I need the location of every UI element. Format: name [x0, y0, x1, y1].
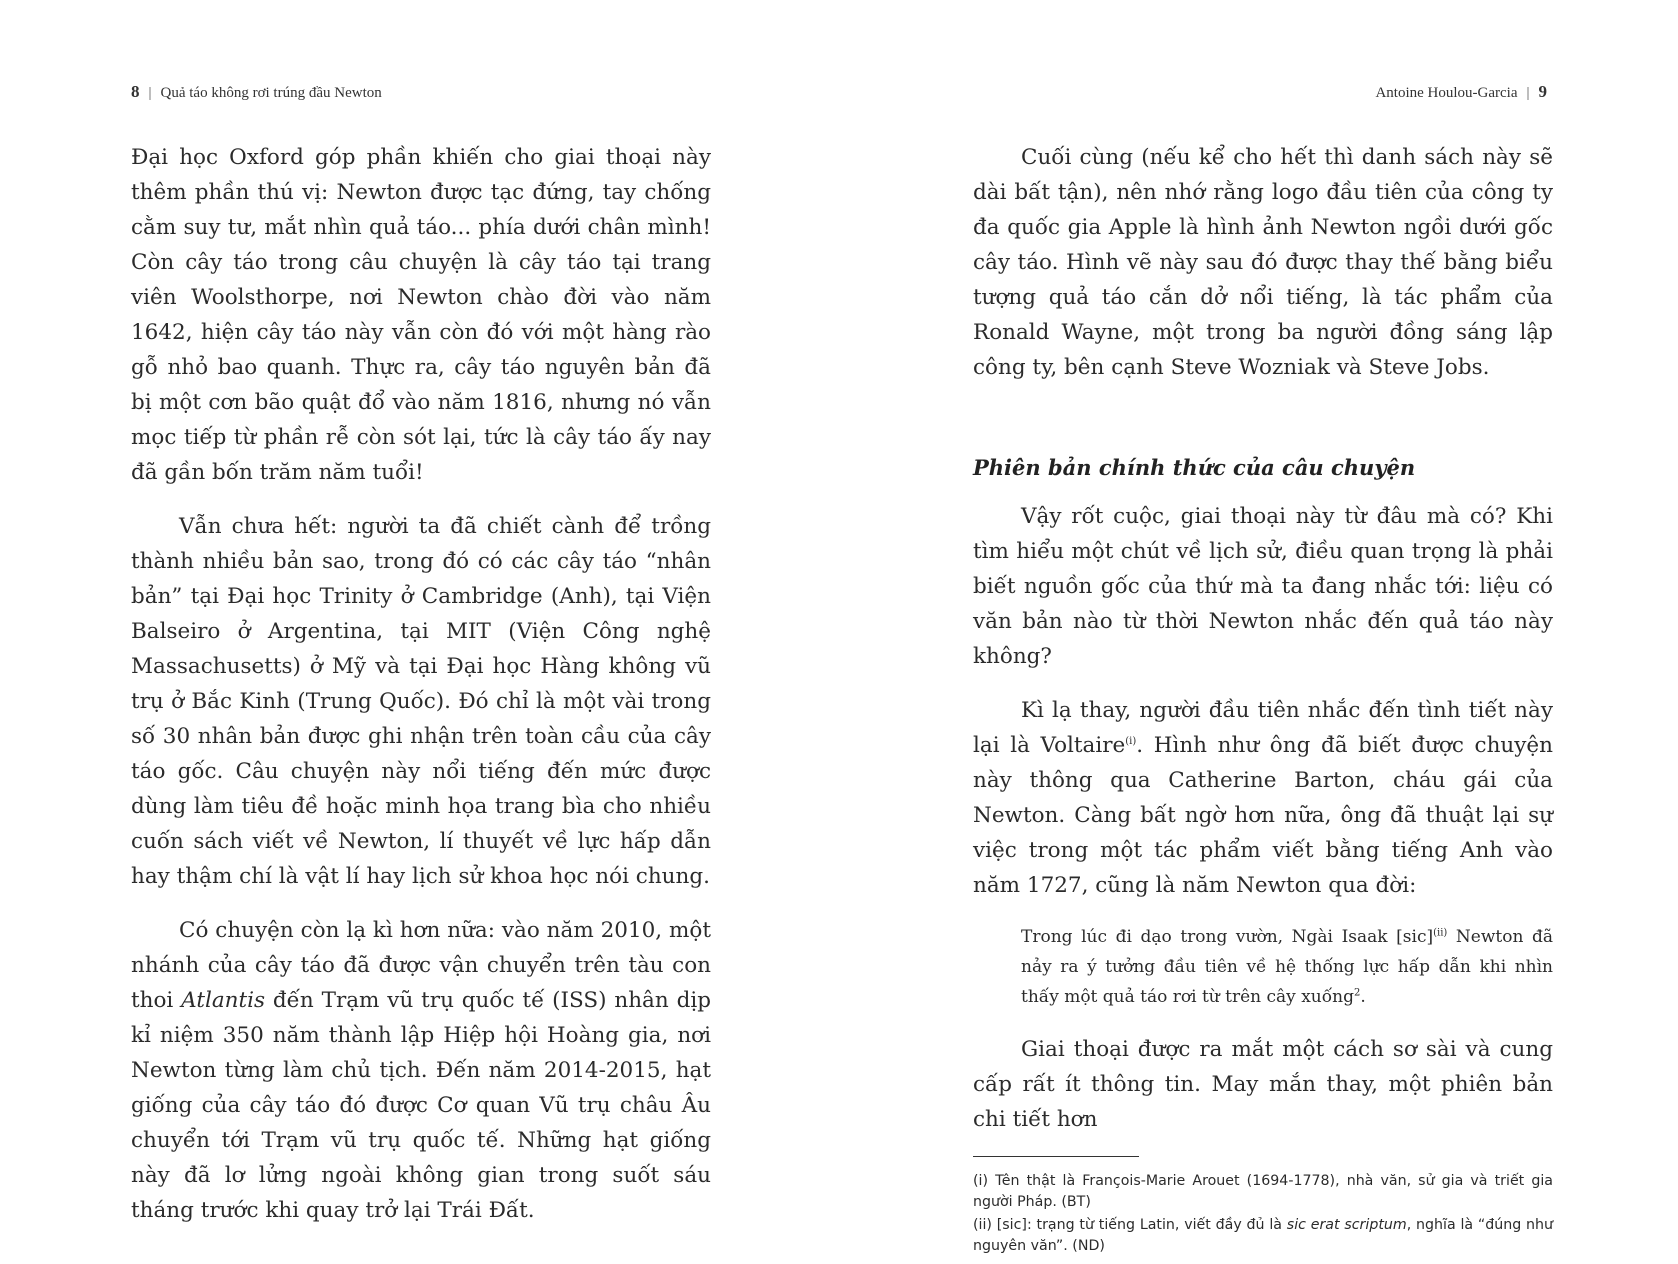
right-page	[839, 0, 1678, 1264]
paragraph-text: đến Trạm vũ trụ quốc tế (ISS) nhân dịp kỉ niệm 350 năm thành lập Hiệp hội Hoàng gia, nơi Newton từng làm chủ tịch. Đến năm 2014-2015, hạt giống của cây táo đó được Cơ quan Vũ trụ châu Âu chuyển tới Trạm vũ trụ quốc tế. Những hạt giống này đã lơ lửng ngoài không gian trong suốt sáu tháng trước khi quay trở lại Trái Đất.	[131, 988, 711, 1223]
paragraph-text: . Hình như ông đã biết được chuyện này thông qua Catherine Barton, cháu gái của Newton. Càng bất ngờ hơn nữa, ông đã thuật lại sự việc trong một tác phẩm viết bằng tiếng Anh vào năm 1727, cũng là năm Newton qua đời:	[973, 733, 1553, 898]
quote-text: Trong lúc đi dạo trong vườn, Ngài Isaak [sic]	[1021, 927, 1434, 947]
author-name: Antoine Houlou-Garcia	[1375, 85, 1518, 101]
paragraph: Vẫn chưa hết: người ta đã chiết cành để trồng thành nhiều bản sao, trong đó có các cây táo “nhân bản” tại Đại học Trinity ở Cambridge (Anh), tại Viện Balseiro ở Argentina, tại MIT (Viện Công nghệ Massachusetts) ở Mỹ và tại Đại học Hàng không vũ trụ ở Bắc Kinh (Trung Quốc). Đó chỉ là một vài trong số 30 nhân bản được ghi nhận trên toàn cầu của cây táo gốc. Câu chuyện này nổi tiếng đến mức được dùng làm tiêu đề hoặc minh họa trang bìa cho nhiều cuốn sách viết về Newton, lí thuyết về lực hấp dẫn hay thậm chí là vật lí hay lịch sử khoa học nói chung.	[131, 514, 711, 889]
paragraph: Cuối cùng (nếu kể cho hết thì danh sách này sẽ dài bất tận), nên nhớ rằng logo đầu tiên của công ty đa quốc gia Apple là hình ảnh Newton ngồi dưới gốc cây táo. Hình vẽ này sau đó được thay thế bằng biểu tượng quả táo cắn dở nổi tiếng, là tác phẩm của Ronald Wayne, một trong ba người đồng sáng lập công ty, bên cạnh Steve Wozniak và Steve Jobs.	[973, 145, 1553, 380]
footnote: (i) Tên thật là François-Marie Arouet (1694-1778), nhà văn, sử gia và triết gia người Pháp. (BT)	[973, 1173, 1553, 1210]
right-text-block	[973, 140, 1553, 1259]
footnote-ref: (ii)	[1433, 927, 1448, 939]
paragraph: Vậy rốt cuộc, giai thoại này từ đâu mà có? Khi tìm hiểu một chút về lịch sử, điều quan trọng là phải biết nguồn gốc của thứ mà ta đang nhắc tới: liệu có văn bản nào từ thời Newton nhắc đến quả táo này không?	[973, 504, 1553, 669]
footnote-ref: (i)	[1125, 735, 1137, 747]
paragraph	[131, 913, 711, 1228]
quote-text: .	[1360, 987, 1366, 1007]
footnote-text: (ii) [sic]: trạng từ tiếng Latin, viết đầy đủ là	[973, 1217, 1287, 1233]
header-separator: |	[1526, 85, 1530, 101]
right-running-head	[1375, 82, 1547, 102]
block-quote	[1021, 922, 1553, 1012]
right-page-number: 9	[1538, 82, 1547, 101]
footnote	[973, 1215, 1553, 1257]
paragraph: Giai thoại được ra mắt một cách sơ sài và cung cấp rất ít thông tin. May mắn thay, một phiên bản chi tiết hơn	[973, 1037, 1553, 1132]
section-heading: Phiên bản chính thức của câu chuyện	[973, 455, 1416, 480]
left-text-block	[131, 140, 711, 1247]
endnote-ref: 2	[1353, 987, 1361, 999]
footnote-divider	[973, 1156, 1139, 1157]
left-page-number: 8	[131, 82, 140, 101]
italic-text: sic erat scriptum	[1286, 1217, 1407, 1233]
running-title: Quả táo không rơi trúng đầu Newton	[160, 85, 382, 101]
paragraph-text: Có chuyện còn lạ kì hơn nữa: vào năm 2010, một nhánh của cây táo đã được vận chuyển trên tàu con thoi	[131, 918, 711, 1013]
paragraph: Đại học Oxford góp phần khiến cho giai thoại này thêm phần thú vị: Newton được tạc đứng, tay chống cằm suy tư, mắt nhìn quả táo... phía dưới chân mình! Còn cây táo trong câu chuyện là cây táo tại trang viên Woolsthorpe, nơi Newton chào đời vào năm 1642, hiện cây táo này vẫn còn đó với một hàng rào gỗ nhỏ bao quanh. Thực ra, cây táo nguyên bản đã bị một cơn bão quật đổ vào năm 1816, nhưng nó vẫn mọc tiếp từ phần rễ còn sót lại, tức là cây táo ấy nay đã gần bốn trăm năm tuổi!	[131, 145, 711, 485]
italic-text: Atlantis	[181, 988, 266, 1013]
footnote-text: , nghĩa là “đúng như nguyên văn”. (ND)	[973, 1217, 1553, 1254]
paragraph	[973, 693, 1553, 903]
footnotes	[973, 1171, 1553, 1257]
paragraph-text: Kì lạ thay, người đầu tiên nhắc đến tình tiết này lại là Voltaire	[973, 698, 1553, 758]
quote-text: Newton đã nảy ra ý tưởng đầu tiên về hệ thống lực hấp dẫn khi nhìn thấy một quả táo rơi từ trên cây xuống	[1021, 927, 1553, 1007]
left-running-head	[131, 82, 382, 102]
header-separator: |	[148, 85, 152, 101]
